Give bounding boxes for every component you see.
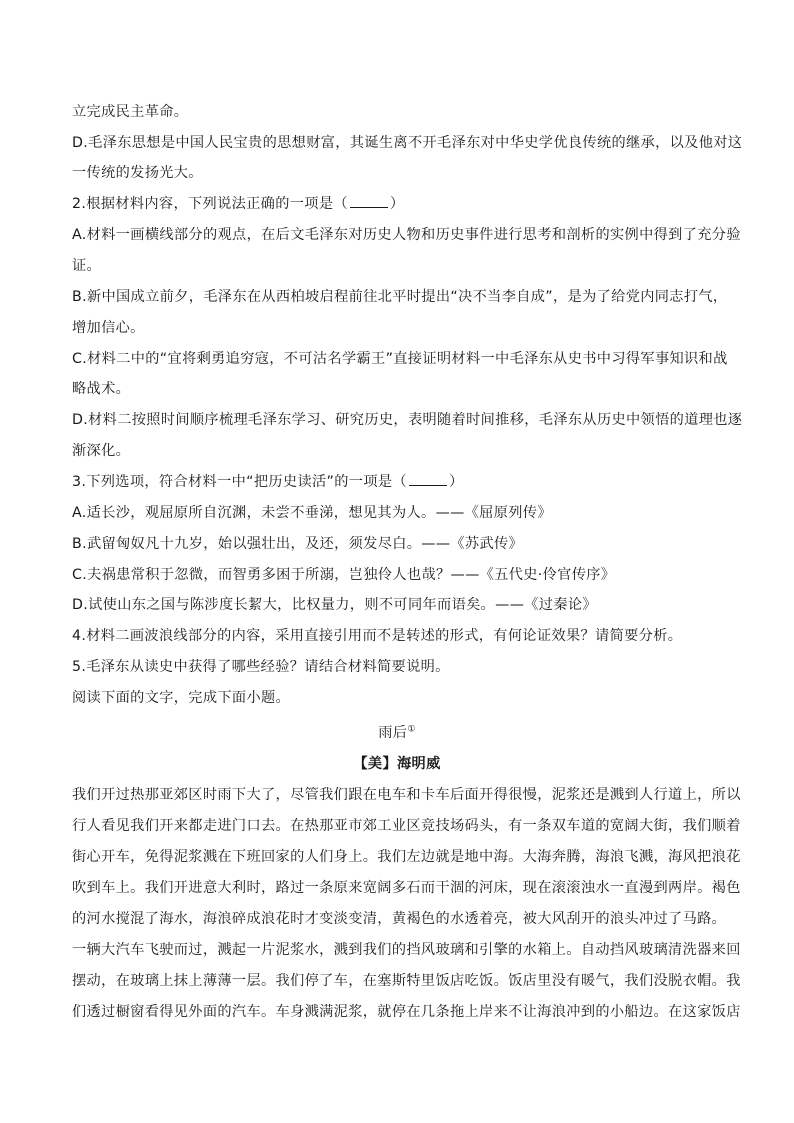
text-line: 一传统的发扬光大。	[72, 165, 203, 181]
text-line: 渐深化。	[72, 443, 131, 459]
text-line: 略战术。	[72, 381, 131, 397]
text-line: 立完成民主革命。	[72, 104, 189, 120]
passage-line: 们透过橱窗看得见外面的汽车。车身溅满泥浆，就停在几条拖上岸来不让海浪冲到的小船边。在这家饭店	[72, 1004, 741, 1020]
option-c: C.材料二中的“宜将剩勇追穷寇，不可沽名学霸王”直接证明材料一中毛泽东从史书中习得军事知识和战	[72, 351, 728, 367]
option-b: B.新中国成立前夕，毛泽东在从西柏坡启程前往北平时提出“决不当李自成”，是为了给党内同志打气，	[72, 289, 728, 305]
option-d: D.试使山东之国与陈涉度长絜大，比权量力，则不可同年而语矣。——《过秦论》	[72, 597, 597, 613]
passage-line: 行人看见我们开来都走进门口去。在热那亚市郊工业区竞技场码头，有一条双车道的宽阔大街，我们顺着	[72, 818, 741, 834]
passage-line: 一辆大汽车飞驶而过，溅起一片泥浆水，溅到我们的挡风玻璃和引擎的水箱上。自动挡风玻璃清洗器来回	[72, 942, 741, 958]
option-a: A.材料一画横线部分的观点，在后文毛泽东对历史人物和历史事件进行思考和剖析的实例中得到了充分验	[72, 227, 741, 243]
question-3-close: ）	[448, 474, 464, 490]
text-line: 证。	[72, 258, 102, 274]
question-5: 5.毛泽东从读史中获得了哪些经验？请结合材料简要说明。	[72, 659, 450, 675]
passage-line: 我们开过热那亚郊区时雨下大了，尽管我们跟在电车和卡车后面开得很慢，泥浆还是溅到人行道上，所以	[72, 787, 741, 803]
passage-line: 摆动，在玻璃上抹上薄薄一层。我们停了车，在塞斯特里饭店吃饭。饭店里没有暖气，我们没脱衣帽。我	[72, 973, 741, 989]
passage-line: 的河水搅混了海水，海浪碎成浪花时才变淡变清，黄褐色的水透着亮，被大风刮开的浪头冲过了马路。	[72, 911, 727, 927]
option-d: D.材料二按照时间顺序梳理毛泽东学习、研究历史，表明随着时间推移，毛泽东从历史中领悟的道理也逐	[72, 412, 743, 428]
question-4: 4.材料二画波浪线部分的内容，采用直接引用而不是转述的形式，有何论证效果？请简要分析。	[72, 628, 683, 644]
question-3-text: 3.下列选项，符合材料一中“把历史读活”的一项是（	[72, 474, 407, 490]
footnote-marker: ①	[407, 724, 416, 735]
option-c: C.夫祸患常积于忽微，而智勇多困于所溺，岂独伶人也哉？——《五代史·伶官传序》	[72, 567, 616, 583]
question-2	[72, 194, 404, 214]
passage-line: 吹到车上。我们开进意大利时，路过一条原来宽阔多石而干涸的河床，现在滚滚浊水一直漫到两岸。褐色	[72, 880, 741, 896]
question-3	[72, 472, 463, 492]
option-a: A.适长沙，观屈原所自沉渊，未尝不垂涕，想见其为人。——《屈原列传》	[72, 505, 552, 521]
passage-line: 街心开车，免得泥浆溅在下班回家的人们身上。我们左边就是地中海。大海奔腾，海浪飞溅，海风把浪花	[72, 849, 741, 865]
answer-blank[interactable]	[409, 473, 447, 486]
question-2-close: ）	[389, 196, 405, 212]
option-b: B.武留匈奴凡十九岁，始以强壮出，及还，须发尽白。——《苏武传》	[72, 536, 524, 552]
passage-title	[0, 723, 794, 743]
passage-author: 【美】海明威	[353, 756, 441, 772]
answer-blank[interactable]	[350, 195, 388, 208]
passage-title-text: 雨后	[378, 725, 408, 741]
question-2-text: 2.根据材料内容，下列说法正确的一项是（	[72, 196, 348, 212]
option-d: D.毛泽东思想是中国人民宝贵的思想财富，其诞生离不开毛泽东对中华史学优良传统的继承，以及他对这	[72, 135, 743, 151]
text-line: 增加信心。	[72, 320, 145, 336]
reading-instruction: 阅读下面的文字，完成下面小题。	[72, 690, 291, 706]
